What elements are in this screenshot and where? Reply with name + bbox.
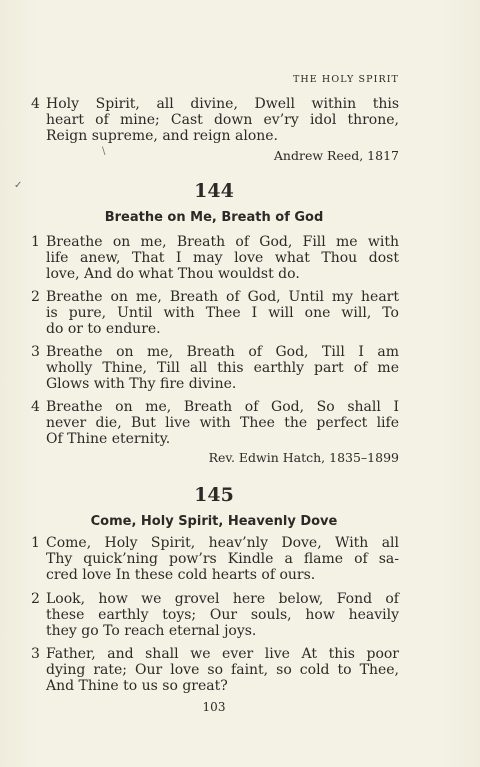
- hymn-title: Come, Holy Spirit, Heavenly Dove: [90, 514, 338, 529]
- stanza: [31, 289, 399, 337]
- stanza: [31, 646, 399, 694]
- page-number: 103: [202, 700, 226, 714]
- hymn-attribution: Rev. Edwin Hatch, 1835–1899: [208, 450, 399, 465]
- verse-line: life anew, That I may love what Thou dost: [46, 250, 399, 266]
- ink-speck: \: [102, 146, 106, 157]
- stanza-number: 2: [31, 591, 40, 607]
- verse-line: Glows with Thy fire divine.: [46, 376, 237, 392]
- verse-line: Breathe on me, Breath of God, So shall I: [46, 399, 399, 415]
- hymn-title: Breathe on Me, Breath of God: [104, 210, 324, 225]
- stanza: [31, 96, 399, 144]
- verse-line: Breathe on me, Breath of God, Fill me with: [46, 234, 399, 250]
- verse-line: Look, how we grovel here below, Fond of: [46, 591, 399, 607]
- stanza-number: 3: [31, 646, 40, 662]
- verse-line: cred love In these cold hearts of ours.: [46, 567, 316, 583]
- stanza-number: 2: [31, 289, 40, 305]
- running-head: THE HOLY SPIRIT: [292, 74, 399, 85]
- verse-line: love, And do what Thou wouldst do.: [46, 266, 300, 282]
- verse-line: Of Thine eternity.: [46, 431, 171, 447]
- verse-line: never die, But live with Thee the perfect life: [46, 415, 399, 431]
- stanza: [31, 535, 399, 583]
- stanza: [31, 591, 399, 639]
- stanza-number: 4: [31, 399, 40, 415]
- verse-line: Breathe on me, Breath of God, Until my heart: [46, 289, 399, 305]
- verse-line: these earthly toys; Our souls, how heavily: [46, 607, 399, 623]
- verse-line: they go To reach eternal joys.: [46, 623, 257, 639]
- verse-line: Thy quick’ning pow’rs Kindle a flame of sa-: [46, 551, 399, 567]
- hymn-number: 145: [194, 484, 234, 506]
- verse-line: wholly Thine, Till all this earthly part of me: [46, 360, 399, 376]
- verse-line: do or to endure.: [46, 321, 161, 337]
- stanza: [31, 344, 399, 392]
- verse-line: Reign supreme, and reign alone.: [46, 128, 278, 144]
- verse-line: And Thine to us so great?: [46, 678, 228, 694]
- verse-line: Father, and shall we ever live At this poor: [46, 646, 399, 662]
- stanza-number: 3: [31, 344, 40, 360]
- verse-line: Come, Holy Spirit, heav’nly Dove, With all: [46, 535, 399, 551]
- stanza: [31, 234, 399, 282]
- hymn-number: 144: [194, 180, 234, 202]
- verse-line: Breathe on me, Breath of God, Till I am: [46, 344, 399, 360]
- stanza-number: 1: [31, 535, 40, 551]
- verse-line: Holy Spirit, all divine, Dwell within this: [46, 96, 399, 112]
- verse-line: heart of mine; Cast down ev’ry idol throne,: [46, 112, 399, 128]
- stanza-number: 1: [31, 234, 40, 250]
- verse-line: dying rate; Our love so faint, so cold to Thee,: [46, 662, 399, 678]
- stanza: [31, 399, 399, 447]
- hymn-attribution: Andrew Reed, 1817: [273, 148, 399, 163]
- ink-speck: ✓: [14, 180, 23, 191]
- verse-line: is pure, Until with Thee I will one will, To: [46, 305, 399, 321]
- stanza-number: 4: [31, 96, 40, 112]
